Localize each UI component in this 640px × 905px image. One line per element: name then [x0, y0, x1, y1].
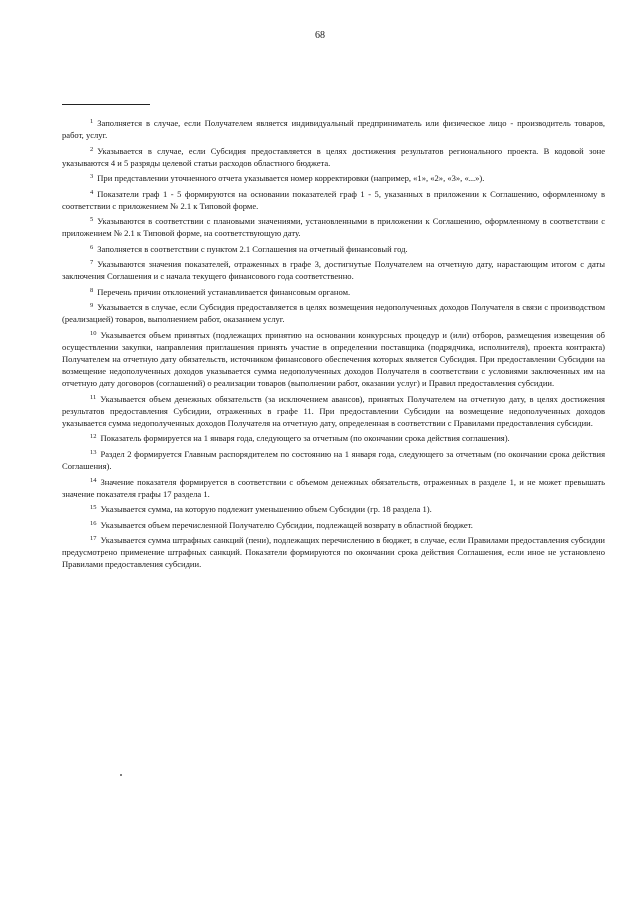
footnote-13: [62, 448, 605, 472]
footnote-separator-line: [62, 104, 150, 105]
footnote-number: 1: [90, 118, 94, 125]
footnote-12: [62, 432, 605, 444]
footnote-text: Заполняется в случае, если Получателем является индивидуальный предприниматель или физическое лицо - производитель товаров, работ, услуг.: [62, 118, 605, 141]
footnote-number: 11: [90, 393, 97, 401]
footnote-text: Показатель формируется на 1 января года, следующего за отчетным (по окончании срока действия соглашения).: [100, 433, 510, 444]
footnote-number: 15: [90, 504, 97, 512]
footnote-number: 13: [90, 448, 97, 456]
footnote-number: 9: [90, 302, 94, 310]
footnote-15: [62, 503, 605, 515]
footnote-number: 4: [90, 188, 94, 196]
footnote-number: 8: [90, 286, 94, 294]
footnote-7: [62, 258, 605, 282]
footnote-text: Указываются значения показателей, отраженных в графе 3, достигнутые Получателем на отчетную дату, нарастающим итогом с даты заключения Соглашения и с начала текущего финансового года соответственно.: [62, 259, 605, 282]
footnote-9: [62, 301, 605, 325]
footnote-11: [62, 393, 605, 429]
footnote-10: [62, 329, 605, 389]
footnote-6: [62, 243, 605, 255]
footnote-2: [62, 145, 605, 169]
footnote-number: 14: [90, 476, 97, 484]
footnote-text: Раздел 2 формируется Главным распорядителем по состоянию на 1 января года, следующего за отчетным (по окончании срока действия Соглашения).: [62, 448, 605, 472]
footnote-text: При представлении уточненного отчета указывается номер корректировки (например, «1», «2», «3», «...»).: [97, 173, 485, 184]
footnote-8: [62, 286, 605, 298]
footnote-number: 6: [90, 243, 94, 251]
footnote-text: Заполняется в соответствии с пунктом 2.1 Соглашения на отчетный финансовый год.: [97, 243, 408, 254]
scan-speck: [120, 774, 122, 776]
footnote-5: [62, 215, 605, 239]
footnote-1: [62, 117, 605, 141]
footnote-number: 7: [90, 259, 94, 267]
footnote-text: Указывается сумма штрафных санкций (пени), подлежащих перечислению в бюджет, в случае, если Правилами предоставления субсидии предусмотрено применение штрафных санкций. Показатели формируются по окончании срока действия Соглашения, если иное не установлено Правилами предоставления субсидии.: [62, 535, 605, 570]
page-number: 68: [315, 30, 325, 41]
footnote-3: [62, 172, 605, 184]
footnote-number: 16: [90, 519, 97, 527]
footnote-number: 3: [90, 173, 94, 181]
footnote-17: [62, 534, 605, 570]
footnote-number: 10: [90, 329, 97, 337]
footnote-text: Указывается сумма, на которую подлежит уменьшению объем Субсидии (гр. 18 раздела 1).: [100, 504, 432, 515]
footnote-number: 5: [90, 216, 94, 224]
footnote-16: [62, 519, 605, 531]
footnote-text: Указывается в случае, если Субсидия предоставляется в целях возмещения недополученных доходов Получателя в связи с производством (реализацией) товаров, выполнением работ, оказанием услуг.: [62, 302, 605, 325]
footnote-number: 2: [90, 145, 94, 153]
footnote-text: Указывается объем перечисленной Получателю Субсидии, подлежащей возврату в областной бюджет.: [100, 519, 473, 530]
footnote-text: Указывается объем принятых (подлежащих принятию на основании конкурсных процедур и (или) отборов, размещения извещения об осуществлении закупки, направления приглашения принять участие в определении поставщика (подрядчика, исполнителя), проекта контракта) Получателем на отчетную дату обязательств, источником финансового обеспечения которых является Субсидия. При предоставлении Субсидии на возмещение недополученных доходов указывается сумма недополученных доходов Получателя в соответствии с условиями заключенных им на отчетную дату договоров (соглашений) о реализации товаров (выполнении работ, оказании услуг) и Правил предоставления субсидии.: [62, 329, 605, 389]
footnote-text: Показатели граф 1 - 5 формируются на основании показателей граф 1 - 5, указанных в приложении к Соглашению, оформленному в соответствии с приложением № 2.1 к Типовой форме.: [62, 188, 605, 211]
footnote-number: 17: [90, 535, 97, 543]
footnote-text: Перечень причин отклонений устанавливается финансовым органом.: [97, 286, 351, 297]
footnote-text: Указываются в соответствии с плановыми значениями, установленными в приложении к Соглашению, оформленному в соответствии с приложением № 2.1 к Типовой форме, на соответствующую дату.: [62, 216, 605, 239]
footnote-4: [62, 188, 605, 212]
footnote-text: Указывается в случае, если Субсидия предоставляется в целях достижения результатов регионального проекта. В кодовой зоне указываются 4 и 5 разряды целевой статьи расходов областного бюджета.: [62, 145, 605, 168]
footnote-14: [62, 476, 605, 500]
footnotes-section: [62, 117, 605, 574]
footnote-number: 12: [90, 433, 97, 441]
footnote-text: Указывается объем денежных обязательств (за исключением авансов), принятых Получателем на отчетную дату, в целях достижения результатов предоставления Субсидии, отраженных в графе 11. При предоставлении Субсидии на возмещение недополученных доходов указывается сумма недополученных доходов Получателя на отчетную дату, определенная в соответствии с Правилами предоставления субсидии.: [62, 393, 605, 428]
footnote-text: Значение показателя формируется в соответствии с объемом денежных обязательств, отраженных в разделе 1, и не может превышать значение показателя графы 17 раздела 1.: [62, 476, 605, 499]
